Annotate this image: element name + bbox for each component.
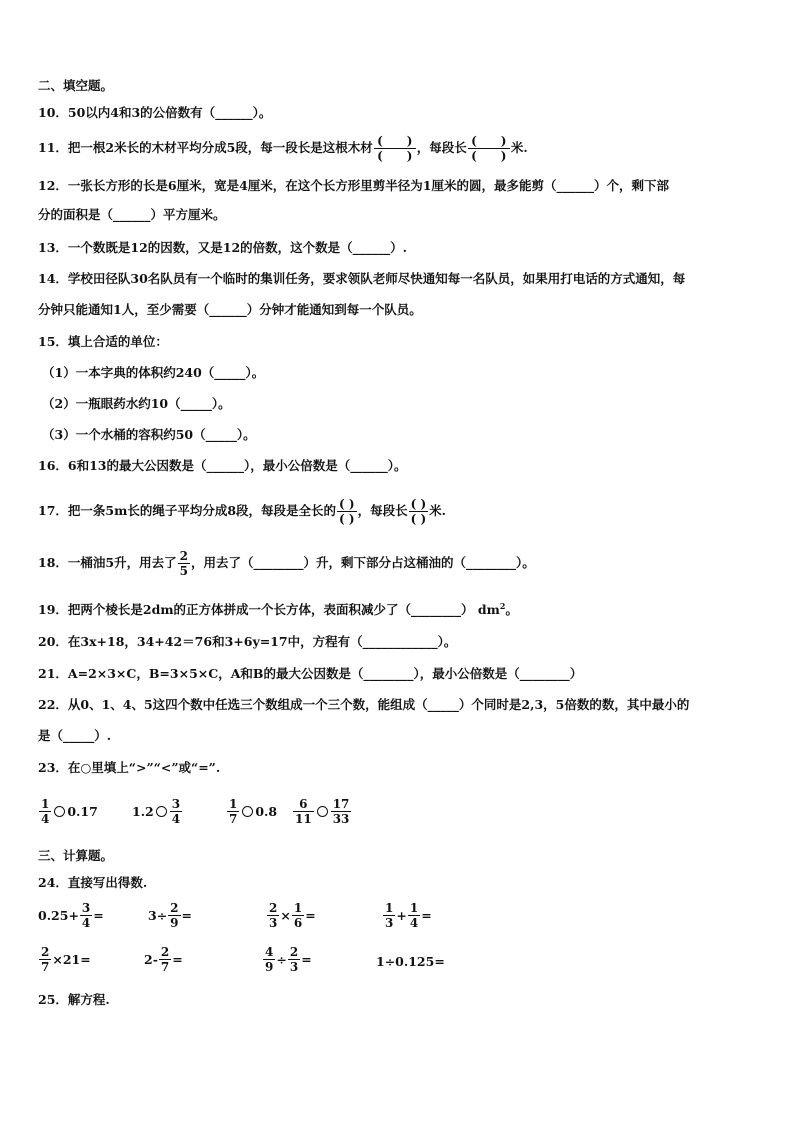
question-17: 17．把一条5m长的绳子平均分成8段，每段是全长的 $\frac{( )}{( )}$ ，每段长 $\frac{( )}{( )}$ 米. <box>38 497 446 526</box>
calc-item-d: $\frac{1}{3}$ + $\frac{1}{4}$ = <box>385 901 432 930</box>
calc-item-c: $\frac{2}{3}$ × $\frac{1}{6}$ = <box>269 901 316 930</box>
question-10: 10．50以内4和3的公倍数有（______）。 <box>38 105 272 120</box>
section-title-fill-blank: 二、填空题。 <box>38 78 114 93</box>
calc-item-g: $\frac{4}{9}$ ÷ $\frac{2}{3}$ = <box>265 945 312 974</box>
question-15-item-3: （3）一个水桶的容积约50（_____）。 <box>42 427 256 442</box>
calc-item-a: 0.25+ $\frac{3}{4}$ = <box>38 901 104 930</box>
compare-item-3: $\frac{1}{7}$ 0.8 <box>229 797 278 826</box>
question-18: 18．一桶油5升，用去了 $\frac{2}{5}$ ，用去了（________）升，剩下部分占这桶油的（________）。 <box>38 549 535 578</box>
fraction: $\frac{2}{5}$ <box>179 549 188 578</box>
question-12-line-2: 分的面积是（______）平方厘米。 <box>38 207 226 222</box>
compare-item-4: $\frac{6}{11}$ $\frac{17}{33}$ <box>295 797 350 826</box>
question-11: 11．把一根2米长的木材平均分成5段，每一段长是这根木材 $\frac{( )}{( )}$ ，每段长 $\frac{( )}{( )}$ 米. <box>38 134 528 163</box>
question-15-item-2: （2）一瓶眼药水约10（_____）。 <box>42 396 231 411</box>
compare-item-1: $\frac{1}{4}$ 0.17 <box>41 797 98 826</box>
calc-item-h: 1÷0.125= <box>376 954 445 969</box>
question-22-line-2: 是（_____）. <box>38 728 112 743</box>
question-25: 25．解方程. <box>38 992 110 1007</box>
question-11-text: 11．把一根2米长的木材平均分成5段，每一段长是这根木材 <box>38 140 373 155</box>
question-14-line-1: 14．学校田径队30名队员有一个临时的集训任务，要求领队老师尽快通知每一名队员，如果用打电话的方式通知，每 <box>38 271 686 286</box>
compare-circle[interactable] <box>242 806 253 817</box>
question-16: 16．6和13的最大公因数是（______），最小公倍数是（______）。 <box>38 458 407 473</box>
calc-item-f: 2- $\frac{2}{7}$ = <box>144 945 183 974</box>
section-title-calculation: 三、计算题。 <box>38 848 114 863</box>
calc-item-b: 3÷ $\frac{2}{9}$ = <box>148 901 193 930</box>
question-14-line-2: 分钟只能通知1人，至少需要（______）分钟才能通知到每一个队员。 <box>38 302 422 317</box>
compare-circle[interactable] <box>54 806 65 817</box>
question-13: 13．一个数既是12的因数，又是12的倍数，这个数是（______）. <box>38 240 408 255</box>
question-24: 24．直接写出得数. <box>38 875 148 890</box>
compare-circle[interactable] <box>317 806 328 817</box>
compare-item-2: 1.2 $\frac{3}{4}$ <box>132 797 181 826</box>
calc-item-e: $\frac{2}{7}$ ×21= <box>41 945 91 974</box>
question-22-line-1: 22．从0、1、4、5这四个数中任选三个数组成一个三个数，能组成（_____）个同时是2,3，5倍数的数，其中最小的 <box>38 697 690 712</box>
fraction-blank: $\frac{( )}{( )}$ <box>339 497 355 526</box>
question-15-item-1: （1）一本字典的体积约240（_____）。 <box>42 365 265 380</box>
question-21: 21．A=2×3×C，B=3×5×C，A和B的最大公因数是（________），最小公倍数是（________） <box>38 666 583 681</box>
fraction-blank: $\frac{( )}{( )}$ <box>374 134 416 163</box>
fraction-blank: $\frac{( )}{( )}$ <box>468 134 510 163</box>
question-12-line-1: 12．一张长方形的长是6厘米，宽是4厘米，在这个长方形里剪半径为1厘米的圆，最多能剪（______）个，剩下部 <box>38 178 669 193</box>
compare-circle[interactable] <box>156 806 167 817</box>
question-15: 15．填上合适的单位： <box>38 334 168 349</box>
question-19: 19．把两个棱长是2dm的正方体拼成一个长方体，表面积减少了（________） $dm^2$。 <box>38 601 518 618</box>
fraction-blank: $\frac{( )}{( )}$ <box>410 497 427 526</box>
question-23: 23．在○里填上“>”“<”或“=”. <box>38 760 221 775</box>
question-20: 20．在3x+18，34+42＝76和3+6y=17中，方程有（____________）。 <box>38 634 457 649</box>
